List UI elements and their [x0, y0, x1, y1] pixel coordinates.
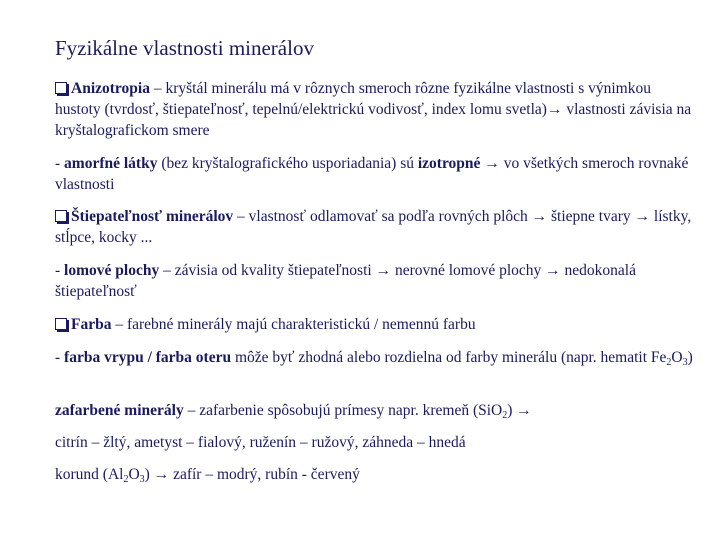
term-farba-vrypu: farba vrypu / farba oteru [64, 349, 232, 366]
subscript: 2 [502, 410, 508, 421]
text-korund-end: ) → zafír – modrý, rubín - červený [144, 466, 360, 483]
term-farba: Farba [71, 316, 112, 333]
text-farba-vrypu: môže byť zhodná alebo rozdielna od farby minerálu (napr. hematit Fe [231, 349, 667, 366]
page-title: Fyzikálne vlastnosti minerálov [55, 36, 314, 60]
text-lomove-plochy: – závisia od kvality štiepateľnosti → nerovné lomové plochy → nedokonalá štiepateľnosť [55, 262, 636, 300]
paragraph-amorfne-latky [55, 153, 695, 195]
term-stiepatelnost: Štiepateľnosť minerálov [71, 208, 234, 225]
paragraph-korund [55, 464, 695, 485]
subscript: 3 [139, 474, 145, 485]
dash-prefix: - [55, 262, 65, 279]
paragraph-lomove-plochy [55, 260, 695, 302]
term-lomove-plochy: lomové plochy [64, 262, 160, 279]
paragraph-farba [55, 314, 695, 335]
text-farba: – farebné minerály majú charakteristickú / nemennú farbu [111, 316, 476, 333]
text-anizotropia: – kryštál minerálu má v rôznych smeroch rôzne fyzikálne vlastnosti s výnimkou hustoty (tvrdosť, štiepateľnosť, tepelnú/elektrickú vodivosť, index lomu svetla)→ vlastnosti závisia na kryštalografickom smere [55, 80, 692, 139]
dash-prefix: - [55, 349, 65, 366]
text-amorfne-latky: (bez kryštalografického usporiadania) sú [157, 155, 418, 172]
text-formula-end: ) [687, 349, 693, 366]
text-izotropne: → vo všetkých smeroch rovnaké vlastnosti [55, 155, 689, 193]
checkbox-bullet-icon [55, 82, 67, 94]
text-korund-formula: O [128, 466, 140, 483]
text-formula: O [671, 349, 683, 366]
paragraph-farba-vrypu [55, 347, 695, 368]
subscript: 2 [123, 474, 129, 485]
term-izotropne: izotropné [417, 155, 481, 172]
paragraph-zafarbene [55, 400, 695, 421]
paragraph-kremen-varieties [55, 432, 695, 453]
checkbox-bullet-icon [55, 210, 67, 222]
paragraph-anizotropia [55, 78, 695, 141]
text-kremen-varieties: citrín – žltý, ametyst – fialový, ruženín – ružový, záhneda – hnedá [55, 434, 466, 451]
text-stiepatelnost: – vlastnosť odlamovať sa podľa rovných plôch → štiepne tvary → lístky, stĺpce, kocky ... [55, 208, 692, 246]
text-korund: korund (Al [55, 466, 124, 483]
text-zafarbene: – zafarbenie spôsobujú prímesy napr. kremeň (SiO [183, 402, 503, 419]
paragraph-stiepatelnost [55, 206, 695, 248]
text-zafarbene-end: ) → [507, 402, 532, 419]
term-zafarbene-mineraly: zafarbené minerály [55, 402, 184, 419]
subscript: 3 [682, 357, 688, 368]
subscript: 2 [666, 357, 672, 368]
term-anizotropia: Anizotropia [71, 80, 150, 97]
term-amorfne-latky: amorfné látky [64, 155, 158, 172]
checkbox-bullet-icon [55, 318, 67, 330]
dash-prefix: - [55, 155, 65, 172]
